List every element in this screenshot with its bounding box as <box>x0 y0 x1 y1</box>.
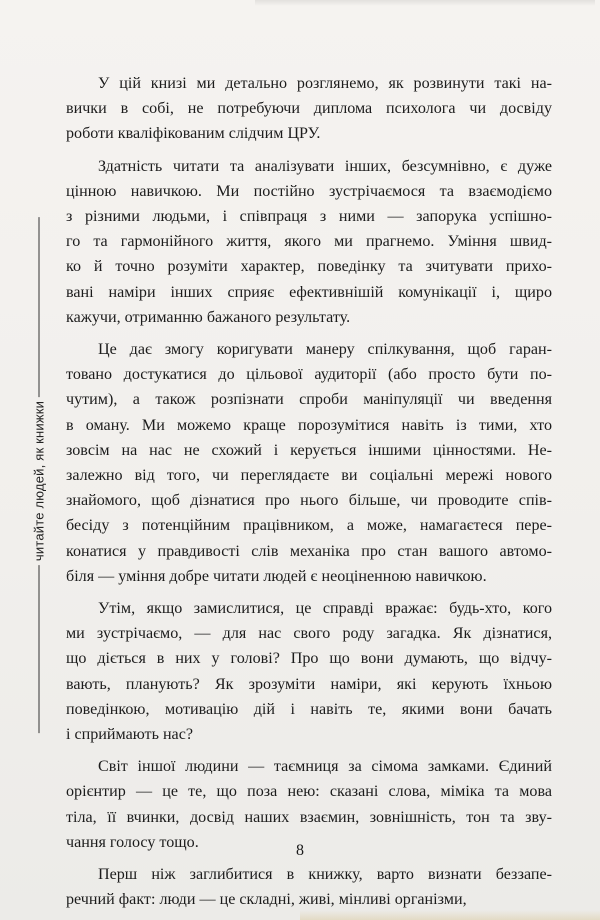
text-line: роботи кваліфікованим слідчим ЦРУ. <box>66 125 321 143</box>
text-line: У цій книзі ми детально розглянемо, як розвинути такі на- <box>98 75 552 92</box>
text-line: зовсім на нас не схожий і керується іншими цінностями. Не- <box>66 441 552 459</box>
text-line: в оману. Ми можемо краще порозумітися навіть із тими, хто <box>66 416 552 434</box>
text-line: поведінкою, мотивацію дій і навіть те, якими вони бачать <box>66 700 552 718</box>
text-line: що діється в них у голові? Про що вони думають, що відчу- <box>66 650 552 668</box>
paragraph <box>66 154 552 330</box>
text-line: бесіду з потенційним працівником, а може, намагаєтеся пере- <box>66 517 552 535</box>
text-line: вають, планують? Як зрозуміти наміри, які керують їхньою <box>66 675 552 693</box>
text-line: орієнтир — це те, що поза нею: сказані слова, міміка та мова <box>66 783 552 801</box>
text-line: вані наміри інших сприяє ефективнішій комунікації і, щиро <box>66 283 552 301</box>
text-line: з різними людьми, і співпраця з ними — запорука успішно- <box>66 208 552 226</box>
text-line: Здатність читати та аналізувати інших, безсумнівно, є дуже <box>98 157 552 175</box>
paragraph <box>66 337 552 589</box>
text-line: цінною навичкою. Ми постійно зустрічаємося та взаємодіємо <box>66 182 552 200</box>
running-head-rule <box>39 217 40 397</box>
text-line: Світ іншої людини — таємниця за сімома замками. Єдиний <box>98 758 552 776</box>
text-line: го та гармонійного життя, якого ми прагнемо. Уміння швид- <box>66 233 552 251</box>
text-line: Утім, якщо замислитися, це справді вражає: будь-хто, кого <box>98 600 552 618</box>
text-line: залежно від того, чи переглядаєте ви соціальні мережі нового <box>66 467 552 485</box>
running-head-text: читайте людей, як книжки <box>31 400 47 562</box>
text-line: вички в собі, не потребуючи диплома психолога чи досвіду <box>66 100 552 118</box>
text-line: ми зустрічаємо, — для нас свого роду загадка. Як дізнатися, <box>66 625 552 643</box>
body-text <box>66 71 552 920</box>
text-line: ко й точно розуміти характер, поведінку та зчитувати прихо- <box>66 258 552 276</box>
paragraph <box>66 596 552 747</box>
page-number: 8 <box>296 842 304 859</box>
paragraph <box>66 71 552 147</box>
paragraph <box>66 754 552 855</box>
text-line: речний факт: люди — це складні, живі, мінливі організми, <box>66 891 467 909</box>
text-line: знайомого, щоб дізнатися про нього більше, чи проводите спів- <box>66 492 552 510</box>
text-line: Це дає змогу коригувати манеру спілкування, щоб гаран- <box>98 341 552 359</box>
paragraph <box>66 862 552 912</box>
text-line: кажучи, отриманню бажаного результату. <box>66 308 351 326</box>
running-head-rule <box>39 565 40 733</box>
text-line: біля — уміння добре читати людей є неоціненною навичкою. <box>66 567 487 585</box>
text-line: тіла, її вчинки, досвід наших взаємин, зовнішність, тон та зву- <box>66 808 552 826</box>
text-line: чання голосу тощо. <box>66 833 199 851</box>
text-line: товано достукатися до цільової аудиторії (або просто бути по- <box>66 366 552 384</box>
text-line: і сприймають нас? <box>66 726 193 744</box>
text-line: Перш ніж заглибитися в книжку, варто визнати беззапе- <box>98 866 552 884</box>
page-edge-shadow <box>255 0 595 6</box>
text-line: чутим), а також розпізнати спроби маніпуляції чи введення <box>66 391 552 409</box>
text-line: конатися у правдивості слів механіка про стан вашого автомо- <box>66 542 552 560</box>
